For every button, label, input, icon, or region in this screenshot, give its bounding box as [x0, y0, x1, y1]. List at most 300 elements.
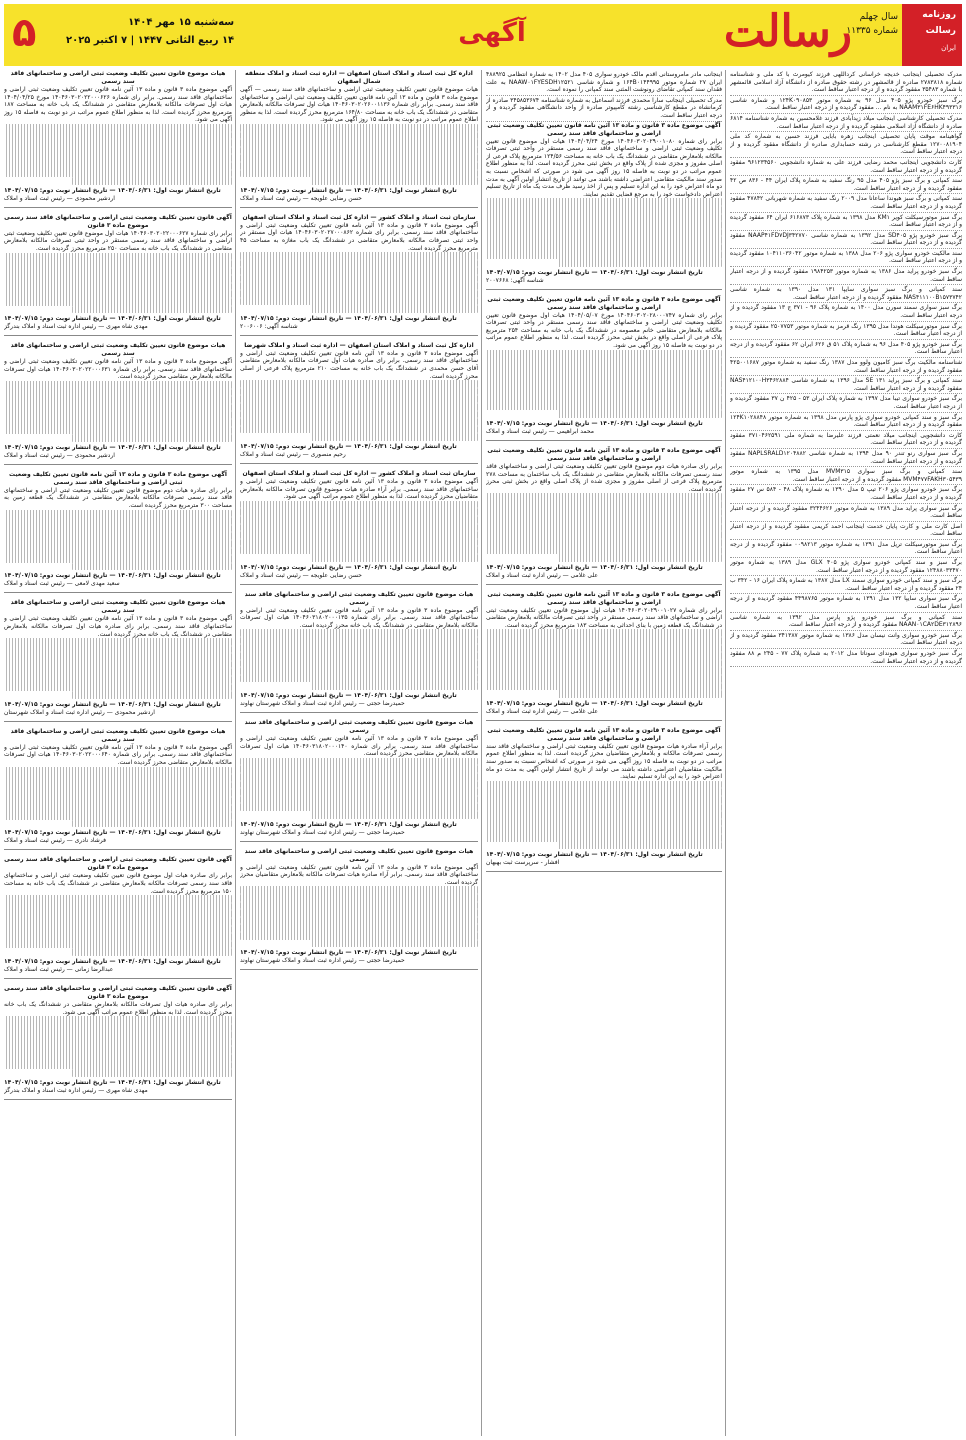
lost-notice-item: برگ سبز سواری سایپا ۱۳۲ مدل ۱۳۹۱ به شماره موتور ۴۴۹۸۷۶۵ مفقود گردیده و از درجه اعتبار ساقط است.: [730, 594, 962, 612]
lost-notice-item: مدرک تحصیلی اینجانب خدیجه خراسانی کرداللهی فرزند کیومرث با کد ملی و شناسنامه شماره ۲۷۸۳۸۱۸ صادره از قائمشهر در رشته حقوق صادره از دانشگاه آزاد اسلامی قائمشهر با شماره ۳۵۴۸۳ مفقود گردیده و از درجه اعتبار ساقط است.: [730, 70, 962, 96]
text-line-texture: [4, 895, 232, 903]
text-line-texture: [486, 229, 722, 237]
text-line-texture: [4, 1024, 232, 1032]
legal-notice: [486, 591, 722, 721]
notice-body: برابر رای شماره ۱۴۰۴۶۰۳۰۲۰۲۹۰۰۱۰۸۰ مورخ ۱۴۰۴/۰۴/۲۴ هیات اول موضوع قانون تعیین تکلیف وضعیت ثبتی اراضی و ساختمانهای فاقد سند رسمی مستقر در واحد ثبتی تصرفات مالکانه بلامعارض متقاضی در ششدانگ یک باب خانه به مساحت ۱۲۴/۵۶ مترمربع پلاک فرعی از اصلی مفروز و مجزی شده از پلاک واقع در بخش ثبتی محرز گردیده است. لذا به منظور اطلاع عموم مراتب در دو نوبت به فاصله ۱۵ روز آگهی می شود در صورتی که اشخاص نسبت به صدور سند مالکیت متقاضی اعتراضی داشته باشند می توانند از تاریخ انتشار اولین آگهی به مدت دو ماه اعتراض خود را به این اداره تسلیم و پس از اخذ رسید ظرف مدت یک ماه از تاریخ تسلیم اعتراض دادخواست خود را به مرجع قضایی تقدیم نمایند.: [486, 137, 722, 198]
notice-publication-dates: تاریخ انتشار نوبت اول: ۱۴۰۴/۰۶/۳۱ — تاریخ انتشار نوبت دوم: ۱۴۰۴/۰۷/۱۵: [486, 563, 703, 571]
text-line-texture: [4, 555, 232, 563]
notice-signature: محمد ابراهیمی — رئیس ثبت اسناد و املاک: [486, 427, 594, 435]
text-line-texture: [311, 433, 478, 441]
text-line-texture: [4, 1046, 232, 1054]
text-line-texture: [4, 427, 232, 435]
lost-notice-item: برگ سبز موتورسیکلت تریل مدل ۱۳۹۱ به شماره موتور ۰۰۹۸۲۱۳ مفقود گردیده و از درجه اعتبار ساقط است.: [730, 540, 962, 558]
notice-publication-dates: تاریخ انتشار نوبت اول: ۱۴۰۴/۰۶/۳۱ — تاریخ انتشار نوبت دوم: ۱۴۰۴/۰۷/۱۵: [4, 700, 221, 708]
text-line-texture: [486, 372, 722, 380]
notice-body: آگهی موضوع ماده ۳ قانون و ماده ۱۳ آئین نامه قانون تعیین تکلیف وضعیت ثبتی اراضی و ساختمانهای فاقد سند رسمی. برابر رای شماره ۱۴۰۴۶۰۳۰۲۰۲۷۰۰۰۸۶۲ هیات اول مستقر در واحد ثبتی تصرفات مالکانه بلامعارض متقاضی در ششدانگ یک باب مغازه به مساحت ۴۵ مترمربع محرز گردیده است.: [240, 221, 478, 252]
text-line-texture: [4, 298, 232, 306]
notice-heading: هیات موضوع قانون تعیین تکلیف وضعیت ثبتی اراضی و ساختمانهای فاقد سند رسمی: [10, 599, 226, 615]
text-line-texture: [240, 426, 478, 434]
notice-heading: هیات موضوع قانون تعیین تکلیف وضعیت ثبتی اراضی و ساختمانهای فاقد سند رسمی: [244, 847, 474, 863]
text-line-texture: [240, 902, 478, 910]
notice-signature: فرشاد نادری — رئیس ثبت اسناد و املاک: [4, 837, 106, 845]
text-line-texture: [486, 221, 722, 229]
notice-signature: علی غلامی — رئیس اداره ثبت اسناد و املاک: [486, 571, 598, 579]
notice-heading: سازمان ثبت اسناد و املاک کشور — اداره کل ثبت اسناد و املاک استان اصفهان: [242, 469, 476, 477]
text-line-texture: [240, 660, 478, 668]
text-line-texture: [240, 275, 478, 283]
text-line-texture: [72, 306, 232, 314]
text-line-texture: [4, 1062, 232, 1070]
notice-body: آگهی موضوع ماده ۳ قانون و ماده ۱۳ آئین نامه قانون تعیین تکلیف وضعیت ثبتی اراضی و ساختمانهای فاقد سند رسمی. برابر رای شماره ۱۴۰۴۶۰۳۰۲۰۲۲۰۰۰۶۲۶ مورخ ۱۴۰۴/۰۴/۲۵ هیات اول تصرفات مالکانه بلامعارض متقاضی در ششدانگ یک باب خانه به مساحت ۱۸۷ مترمربع محرز گردیده است. لذا به منظور اطلاع عموم مراتب در دو نوبت به فاصله ۱۵ روز آگهی می شود.: [4, 86, 232, 124]
text-line-texture: [557, 554, 722, 562]
notice-heading: آگهی موضوع ماده ۳ قانون و ماده ۱۳ آئین نامه قانون تعیین تکلیف وضعیت ثبتی اراضی و ساختمانهای فاقد سند رسمی: [487, 446, 721, 462]
notice-body: برابر رای صادره هیات دوم موضوع قانون تعیین تکلیف وضعیت ثبتی اراضی و ساختمانهای فاقد سند رسمی تصرفات مالکانه بلامعارض متقاضی در ششدانگ یک باب ساختمان به مساحت ۲۷۸ مترمربع پلاک فرعی از اصلی مفروز و مجزی شده از پلاک اصلی واقع در بخش ثبتی محرز گردیده است.: [486, 462, 722, 493]
text-line-texture: [240, 644, 478, 652]
text-line-texture: [4, 404, 232, 412]
text-line-texture: [486, 667, 722, 675]
text-line-texture: [486, 206, 722, 214]
text-line-texture: [240, 267, 478, 275]
notice-body: هیات موضوع قانون تعیین تکلیف وضعیت ثبتی اراضی و ساختمانهای فاقد سند رسمی — آگهی موضوع ماده ۳ قانون و ماده ۱۳ آئین نامه قانون تعیین تکلیف وضعیت ثبتی اراضی و ساختمانهای فاقد سند رسمی. برابر رای شماره ۱۴۰۴۶۰۳۰۲۰۲۶۰۰۱۱۳۶ هیات اول تصرفات مالکانه بلامعارض متقاضی در ششدانگ یک باب خانه به مساحت ۱۶۴/۸۰ مترمربع محرز گردیده است. لذا به منظور اطلاع عموم مراتب در دو نوبت به فاصله ۱۵ روز آگهی می شود.: [240, 86, 478, 124]
notice-signature: شناسه آگهی: ۲۰۰۶۰۰۶: [240, 322, 298, 330]
text-line-texture: [4, 1054, 232, 1062]
legal-notice: [240, 214, 478, 336]
notice-body: آگهی موضوع ماده ۳ قانون و ماده ۱۳ آئین نامه قانون تعیین تکلیف وضعیت ثبتی اراضی و ساختمانهای فاقد سند رسمی. برابر آراء صادره هیات موضوع قانون تصرفات مالکانه بلامعارض متقاضیان محرز گردیده است. لذا به منظور اطلاع عموم مراتب آگهی می شود.: [240, 477, 478, 501]
legal-notice: [240, 470, 478, 585]
text-line-texture: [4, 774, 232, 782]
text-line-texture: [240, 418, 478, 426]
text-line-texture: [4, 661, 232, 669]
notice-heading: هیات موضوع قانون تعیین تکلیف وضعیت ثبتی اراضی و ساختمانهای فاقد سند رسمی: [244, 719, 474, 735]
text-line-texture: [311, 940, 478, 948]
lost-notice-item: برگ سبز خودرو پژو SD۴۰۵ مدل ۱۳۹۲ به شماره شاسی NAAP۴۱FD۷DJ۳۴۲۷۷۰ مفقود گردیده و از درجه اعتبار ساقط است.: [730, 231, 962, 249]
issue-number: شماره ۱۱۳۳۵: [846, 26, 898, 36]
notice-signature: اردشیر محمودی — رئیس ثبت اسناد و املاک: [4, 194, 115, 202]
text-line-texture: [486, 531, 722, 539]
text-line-texture: [240, 894, 478, 902]
lost-notice-item: برگ سبز خودرو پراید مدل ۱۳۸۶ به شماره موتور ۱۹۸۴۲۵۳ مفقود گردیده و از درجه اعتبار ساقط است.: [730, 267, 962, 285]
text-line-texture: [486, 501, 722, 509]
text-line-texture: [4, 411, 232, 419]
notice-body: آگهی موضوع ماده ۳ قانون و ماده ۱۳ آئین نامه قانون تعیین تکلیف وضعیت ثبتی اراضی و ساختمانهای فاقد سند رسمی. برابر رای شماره ۱۴۰۴۶۰۳۰۲۰۲۲۰۰۰۶۳۱ هیات اول تصرفات مالکانه بلامعارض متقاضی محرز گردیده است.: [4, 358, 232, 381]
notice-body: برابر رای صادره هیات اول موضوع قانون تعیین تکلیف وضعیت ثبتی اراضی و ساختمانهای فاقد سند رسمی تصرفات مالکانه بلامعارض متقاضی در ششدانگ یک باب خانه به مساحت ۱۵۰ مترمربع محرز گردیده است.: [4, 872, 232, 895]
text-line-texture: [4, 540, 232, 548]
notice-heading: آگهی موضوع ماده ۳ قانون و ماده ۱۳ آئین نامه قانون تعیین تکلیف وضعیت ثبتی اراضی و ساختمانهای فاقد سند رسمی: [487, 726, 721, 742]
text-line-texture: [486, 675, 722, 683]
text-line-texture: [4, 926, 232, 934]
text-line-texture: [240, 154, 478, 162]
page-number: ۵: [12, 10, 37, 56]
text-line-texture: [72, 948, 232, 956]
notice-body: آگهی موضوع ماده ۳ قانون و ماده ۱۳ آئین نامه قانون تعیین تکلیف وضعیت ثبتی اراضی و ساختمانهای فاقد سند رسمی. برابر رای شماره ۱۴۰۴۶۰۳۱۸۰۲۰۰۰۱۳۵ هیات اول تصرفات مالکانه بلامعارض متقاضی در ششدانگ یک باب خانه محرز گردیده است.: [240, 606, 478, 629]
notice-heading: آگهی موضوع ماده ۳ قانون و ماده ۱۳ آئین نامه قانون تعیین تکلیف وضعیت ثبتی اراضی و ساختمانهای فاقد سند رسمی: [487, 295, 721, 311]
column-divider: [235, 70, 236, 1436]
text-line-texture: [486, 629, 722, 637]
text-line-texture: [486, 819, 722, 827]
text-line-texture: [4, 124, 232, 132]
notice-signature: شناسه آگهی: ۲۰۰۷۶۶۸: [486, 276, 544, 284]
text-line-texture: [486, 350, 722, 358]
text-line-texture: [4, 676, 232, 684]
legal-notice: [240, 591, 478, 714]
column-legal-notices-3: [240, 70, 478, 1436]
text-line-texture: [486, 244, 722, 252]
text-line-texture: [72, 820, 232, 828]
lost-notice-item: برگ سبز سواری رنو تندر ۹۰ مدل ۱۳۹۴ به شماره شاسی NAPLSRALD۱۲۰۴۸۸۲ مفقود گردیده و از درجه اعتبار ساقط است.: [730, 449, 962, 467]
text-line-texture: [311, 177, 478, 185]
notice-body: برابر رای شماره ۱۴۰۴۶۰۳۰۲۰۲۸۰۰۰۷۴۷ مورخ ۱۴۰۴/۰۵/۰۷ هیات اول موضوع قانون تعیین تکلیف وضعیت ثبتی اراضی و ساختمانهای فاقد سند رسمی مستقر در واحد ثبتی تصرفات مالکانه بلامعارض متقاضی خانم معصومه در ششدانگ یک باب خانه به مساحت ۲۵۴ مترمربع پلاک فرعی از اصلی واقع در بخش ثبتی محرز گردیده است. لذا به منظور اطلاع عموم مراتب در دو نوبت به فاصله ۱۵ روز آگهی می شود.: [486, 311, 722, 350]
text-line-texture: [4, 132, 232, 140]
notice-signature: عبدالرضا زمانی — رئیس ثبت اسناد و املاک: [4, 965, 114, 973]
text-line-texture: [240, 652, 478, 660]
text-line-texture: [4, 389, 232, 397]
legal-notice: [240, 719, 478, 842]
notice-publication-dates: تاریخ انتشار نوبت اول: ۱۴۰۴/۰۶/۳۱ — تاریخ انتشار نوبت دوم: ۱۴۰۴/۰۷/۱۵: [4, 572, 221, 580]
text-line-texture: [486, 357, 722, 365]
notice-body: آگهی موضوع ماده ۳ قانون و ماده ۱۳ آئین نامه قانون تعیین تکلیف وضعیت ثبتی اراضی و ساختمانهای فاقد سند رسمی. برابر رای شماره ۱۴۰۴۶۰۳۱۸۰۲۰۰۰۱۴۰ هیات اول تصرفات مالکانه بلامعارض متقاضی محرز گردیده است.: [240, 735, 478, 758]
lost-notice-item: برگ سبز خودرو پژو ۴۰۵ مدل ۹۶ به شماره پلاک ۵۱ ق ۶۲۶ ایران ۶۲ مفقود گردیده و از درجه اعتبار ساقط است.: [730, 340, 962, 358]
text-line-texture: [557, 690, 722, 698]
text-line-texture: [486, 395, 722, 403]
text-line-texture: [4, 812, 232, 820]
legal-notice: [4, 728, 232, 851]
column-legal-notices-2: [486, 70, 722, 1436]
notice-signature: اردشیر محمودی — رئیس ثبت اسناد و املاک: [4, 451, 115, 459]
legal-notice: [4, 471, 232, 594]
text-line-texture: [240, 803, 478, 811]
text-line-texture: [240, 516, 478, 524]
notice-publication-dates: تاریخ انتشار نوبت اول: ۱۴۰۴/۰۶/۳۱ — تاریخ انتشار نوبت دوم: ۱۴۰۴/۰۷/۱۵: [240, 186, 457, 194]
text-line-texture: [311, 305, 478, 313]
text-line-texture: [4, 510, 232, 518]
text-line-texture: [311, 682, 478, 690]
text-line-texture: [4, 684, 232, 692]
notice-publication-dates: تاریخ انتشار نوبت اول: ۱۴۰۴/۰۶/۳۱ — تاریخ انتشار نوبت دوم: ۱۴۰۴/۰۷/۱۵: [486, 268, 703, 276]
lost-notice-item: برگ سبز و سند کمپانی خودرو سواری پژو ۴۰۵ GLX مدل ۱۳۸۹ به شماره موتور ۱۲۴۸۸۰۳۳۴۷۰ مفقود گردیده و از درجه اعتبار ساقط است.: [730, 558, 962, 576]
text-line-texture: [4, 910, 232, 918]
notice-publication-dates: تاریخ انتشار نوبت اول: ۱۴۰۴/۰۶/۳۱ — تاریخ انتشار نوبت دوم: ۱۴۰۴/۰۷/۱۵: [240, 563, 457, 571]
logo-line-1: روزنامه: [922, 10, 956, 20]
notice-body: آگهی موضوع ماده ۳ قانون و ماده ۱۳ آئین نامه قانون تعیین تکلیف وضعیت ثبتی اراضی و ساختمانهای فاقد سند رسمی. برابر رای شماره ۱۴۰۴۶۰۳۰۲۰۲۲۰۰۰۶۴۰ هیات اول تصرفات مالکانه بلامعارض متقاضی محرز گردیده است.: [4, 743, 232, 767]
date-solar: سه‌شنبه ۱۵ مهر ۱۴۰۴: [128, 17, 235, 28]
text-line-texture: [240, 260, 478, 268]
text-line-texture: [240, 139, 478, 147]
text-line-texture: [240, 524, 478, 532]
legal-notice: [486, 296, 722, 441]
notice-publication-dates: تاریخ انتشار نوبت اول: ۱۴۰۴/۰۶/۳۱ — تاریخ انتشار نوبت دوم: ۱۴۰۴/۰۷/۱۵: [4, 829, 221, 837]
text-line-texture: [4, 646, 232, 654]
text-line-texture: [240, 124, 478, 132]
notice-publication-dates: تاریخ انتشار نوبت اول: ۱۴۰۴/۰۶/۳۱ — تاریخ انتشار نوبت دوم: ۱۴۰۴/۰۷/۱۵: [240, 949, 457, 957]
text-line-texture: [486, 652, 722, 660]
text-line-texture: [4, 941, 232, 949]
text-line-texture: [4, 548, 232, 556]
text-line-texture: [240, 539, 478, 547]
notice-body: برابر رای شماره ۱۴۰۴۶۰۳۰۲۰۲۹۰۰۱۰۲۷ هیات اول موضوع قانون تعیین تکلیف وضعیت ثبتی اراضی و ساختمانهای فاقد سند رسمی مستقر در واحد ثبتی تصرفات مالکانه بلامعارض متقاضی در ششدانگ یک قطعه زمین با بنای احداثی به مساحت ۱۸۳ مترمربع محرز گردیده است.: [486, 606, 722, 629]
notice-heading: هیات موضوع قانون تعیین تکلیف وضعیت ثبتی اراضی و ساختمانهای فاقد سند رسمی: [244, 590, 474, 606]
text-line-texture: [240, 162, 478, 170]
notice-publication-dates: تاریخ انتشار نوبت اول: ۱۴۰۴/۰۶/۳۱ — تاریخ انتشار نوبت دوم: ۱۴۰۴/۰۷/۱۵: [4, 957, 221, 965]
notice-publication-dates: تاریخ انتشار نوبت اول: ۱۴۰۴/۰۶/۳۱ — تاریخ انتشار نوبت دوم: ۱۴۰۴/۰۷/۱۵: [4, 186, 221, 194]
section-title: آگهی: [458, 18, 526, 48]
legal-notice: [4, 70, 232, 208]
lost-notice-item: سند کمپانی و برگ سبز سواری سایپا ۱۳۱ مدل ۱۳۹۰ به شماره شاسی NAS۴۱۱۱۰۰B۱۵۷۳۷۴۲ مفقود گردیده و از درجه اعتبار ساقط است.: [730, 285, 962, 303]
notice-heading: هیات موضوع قانون تعیین تکلیف وضعیت ثبتی اراضی و ساختمانهای فاقد سند رسمی: [10, 342, 226, 358]
lost-notice-item: برگ سبز خودرو سواری هیوندای سوناتا مدل ۲۰۱۲ به شماره پلاک ۷۷ - ۲۴۵ م ۸۸ مفقود گردیده و از درجه اعتبار ساقط است.: [730, 649, 962, 667]
text-line-texture: [4, 1031, 232, 1039]
lost-notice-item: اصل کارت ملی و کارت پایان خدمت اینجانب احمد کریمی مفقود گردیده و از درجه اعتبار ساقط است.: [730, 522, 962, 540]
lost-notice-item: سند کمپانی و برگ سبز پراید ۱۳۱ SE مدل ۱۳۹۶ به شماره شاسی NAS۴۱۲۱۰۰H۳۴۶۲۸۸۴ مفقود گردیده و از درجه اعتبار ساقط است.: [730, 376, 962, 394]
lost-notice-item: شناسنامه مالکیت برگ سبز کامیون ولوو مدل ۱۳۸۷ رنگ سفید به شماره موتور ۴۲۵۰۰۱۶۸۷ مفقود گردیده و از درجه اعتبار ساقط است.: [730, 358, 962, 376]
legal-notice: [4, 985, 232, 1100]
text-line-texture: [4, 290, 232, 298]
text-line-texture: [557, 259, 722, 267]
text-line-texture: [4, 1016, 232, 1024]
text-line-texture: [240, 765, 478, 773]
lost-notice-item: گواهینامه موقت پایان تحصیلی اینجانب زهره بابایی فرزند حسین به شماره کد ملی ۱۲۷۰۰۸۱۹۰۴ مقطع کارشناسی در رشته حسابداری صادره از دانشگاه مفقود گردیده و از درجه اعتبار ساقط است.: [730, 132, 962, 158]
text-line-texture: [4, 381, 232, 389]
text-line-texture: [4, 797, 232, 805]
text-line-texture: [4, 532, 232, 540]
lost-notice-item: کارت دانشجویی اینجانب میلاد نعمتی فرزند علیرضا به شماره ملی ۳۷۱۰۴۶۲۵۹۱ مفقود گردیده و از درجه اعتبار ساقط است.: [730, 431, 962, 449]
notice-publication-dates: تاریخ انتشار نوبت اول: ۱۴۰۴/۰۶/۳۱ — تاریخ انتشار نوبت دوم: ۱۴۰۴/۰۷/۱۵: [240, 820, 457, 828]
lost-notice-item: برگ سبز خودرو سواری وانت نیسان مدل ۱۳۸۶ به شماره موتور ۳۴۱۳۸۷ مفقود گردیده و از درجه اعتبار ساقط است.: [730, 631, 962, 649]
notice-body: برابر رای شماره ۱۴۰۴۶۰۳۰۲۰۲۲۰۰۰۶۲۷ هیات اول موضوع قانون تعیین تکلیف وضعیت ثبتی اراضی و ساختمانهای فاقد سند رسمی مستقر در واحد ثبتی تصرفات مالکانه بلامعارض متقاضی در ششدانگ یک باب خانه به مساحت ۲۵۰ مترمربع محرز گردیده است.: [4, 229, 232, 252]
text-line-texture: [240, 637, 478, 645]
notice-signature: رحیم منصوری — رئیس ثبت اسناد و املاک: [240, 450, 346, 458]
logo-line-2: رسالت: [925, 26, 956, 36]
lost-notice-item: مدرک تحصیلی اینجانب سارا محمدی فرزند اسماعیل به شماره شناسنامه ۳۴۵۸۵۳۶۷۴ صادره از کرمانشاه در مقطع کارشناسی رشته کامپیوتر صادره از واحد دانشگاهی مفقود گردیده و از درجه اعتبار ساقط است.: [486, 96, 722, 122]
text-line-texture: [240, 290, 478, 298]
text-line-texture: [486, 826, 722, 834]
issue-info: [846, 10, 898, 38]
lost-notice-item: برگ سبز موتورسیکلت کویر KM۱ مدل ۱۳۹۸ به شماره پلاک ۶۱۶۸۷۳ ایران ۶۴ مفقود گردیده و از درجه اعتبار ساقط است.: [730, 213, 962, 231]
text-line-texture: [486, 660, 722, 668]
lost-notice-item: برگ سبز و سند کمپانی خودرو سواری پژو پارس مدل ۱۳۹۸ به شماره موتور ۱۲۴K۱۰۲۸۸۴۸ مفقود گردیده و از درجه اعتبار ساقط است.: [730, 413, 962, 431]
masthead-logo-box: [902, 4, 962, 66]
text-line-texture: [240, 924, 478, 932]
notice-publication-dates: تاریخ انتشار نوبت اول: ۱۴۰۴/۰۶/۳۱ — تاریخ انتشار نوبت دوم: ۱۴۰۴/۰۷/۱۵: [486, 851, 703, 859]
logo-line-3: ایران: [941, 44, 956, 52]
text-line-texture: [486, 236, 722, 244]
text-line-texture: [4, 260, 232, 268]
text-line-texture: [4, 396, 232, 404]
legal-notice: [240, 848, 478, 971]
text-line-texture: [486, 796, 722, 804]
lost-notice-item: برگ سبز سواری سمند سورن مدل ۱۴۰۰ به شماره پلاک ۹۶ - ۳۷۱ ج ۱۳ مفقود گردیده و از درجه اعتبار ساقط است.: [730, 303, 962, 321]
text-line-texture: [240, 395, 478, 403]
lost-notice-item: سند کمپانی و برگ سبز سواری MVM۳۱۵ مدل ۱۳۹۵ به شماره موتور MVM۴۷۷FAKH۳۰۵۴۳۹ مفقود گردیده و از درجه اعتبار ساقط است.: [730, 467, 962, 485]
text-line-texture: [557, 842, 722, 850]
text-line-texture: [240, 886, 478, 894]
text-line-texture: [4, 668, 232, 676]
text-line-texture: [240, 781, 478, 789]
lost-notice-item: برگ سبز خودرو پژو ۴۰۵ مدل ۹۶ به شماره موتور ۱۲۴K۰۹۰۸۵۳ و شماره شاسی NAAM۳۱FE۶HK۴۹۳۳۱۶ به نام ... مفقود گردیده و از درجه اعتبار ساقط است.: [730, 96, 962, 114]
legal-notice: [4, 342, 232, 465]
lost-notice-item: سند کمپانی و برگ سبز پژو ۴۰۵ مدل ۹۵ رنگ سفید به شماره پلاک ایران ۴۴ - ۸۳۶ ص ۴۲ مفقود گردیده و از درجه اعتبار ساقط است.: [730, 176, 962, 194]
text-line-texture: [311, 554, 478, 562]
lost-notice-item: اینجانب مادر مامروستانی اقدم مالک خودرو سواری ۴۰۵ مدل ۱۴۰۲ به شماره انتظامی ۴۸۸۹۲۵ ایران ۲۷ شماره موتور ۱۶۴B۰۱۴۴۹۹۵ و شماره شاسی NAAW۰۱FYESDH۱۲۵۲۱ به علت فقدان سند کمپانی تقاضای رونوشت المثنی سند کمپانی را نموده است.: [486, 70, 722, 96]
notice-signature: مهدی شاه مهری — رئیس اداره ثبت اسناد و املاک بندرگز: [4, 1086, 148, 1094]
notice-publication-dates: تاریخ انتشار نوبت اول: ۱۴۰۴/۰۶/۳۱ — تاریخ انتشار نوبت دوم: ۱۴۰۴/۰۷/۱۵: [4, 443, 221, 451]
text-line-texture: [240, 298, 478, 306]
text-line-texture: [240, 403, 478, 411]
legal-notice: [240, 70, 478, 208]
text-line-texture: [4, 653, 232, 661]
legal-notice: [486, 122, 722, 290]
text-line-texture: [240, 932, 478, 940]
notice-heading: آگهی قانون تعیین تکلیف وضعیت ثبتی اراضی و ساختمانهای فاقد سند رسمی موضوع ماده ۳ قانون: [4, 856, 232, 872]
notice-heading: آگهی موضوع ماده ۳ قانون و ماده ۱۳ آئین نامه قانون تعیین تکلیف وضعیت ثبتی اراضی و ساختمانهای فاقد سند رسمی: [487, 121, 721, 137]
notice-publication-dates: تاریخ انتشار نوبت اول: ۱۴۰۴/۰۶/۳۱ — تاریخ انتشار نوبت دوم: ۱۴۰۴/۰۷/۱۵: [240, 692, 457, 700]
notice-heading: آگهی موضوع ماده ۳ قانون و ماده ۱۳ آئین نامه قانون تعیین تکلیف وضعیت ثبتی اراضی و ساختمانهای فاقد سند رسمی: [487, 590, 721, 606]
column-divider: [725, 70, 726, 1436]
notice-body: برابر رای صادره هیات دوم موضوع قانون تعیین تکلیف وضعیت ثبتی اراضی و ساختمانهای فاقد سند رسمی تصرفات مالکانه بلامعارض متقاضی در ششدانگ یک قطعه زمین به مساحت ۳۰۰ مترمربع محرز گردیده است.: [4, 486, 232, 509]
lost-notice-item: سند کمپانی و برگ سبز هیوندا ساعانا مدل ۲۰۰۹ رنگ سفید به شماره شهربانی ۴۷۸۴۲ مفقود گردیده و از درجه اعتبار ساقط است.: [730, 194, 962, 212]
text-line-texture: [72, 434, 232, 442]
notice-signature: حسن رضایی علویجه — رئیس ثبت اسناد و املاک: [240, 571, 362, 579]
text-line-texture: [240, 773, 478, 781]
text-line-texture: [4, 162, 232, 170]
lost-notice-item: برگ سبز سواری پراید مدل ۱۳۸۹ به شماره موتور ۳۲۴۴۶۲۶ مفقود گردیده و از درجه اعتبار ساقط است.: [730, 504, 962, 522]
lost-notice-item: برگ سبز و سند کمپانی خودرو سواری سمند LX مدل ۱۳۸۷ به شماره پلاک ایران ۱۶ - ۳۴۲ ب ۲۴ مفقود گردیده و از درجه اعتبار ساقط است.: [730, 576, 962, 594]
notice-signature: حمیدرضا حجتی — رئیس اداره ثبت اسناد و املاک شهرستان نهاوند: [240, 700, 405, 708]
text-line-texture: [240, 380, 478, 388]
text-line-texture: [4, 525, 232, 533]
text-line-texture: [72, 691, 232, 699]
legal-notice: [4, 856, 232, 979]
notice-body: آگهی موضوع ماده ۳ قانون و ماده ۱۳ آئین نامه قانون تعیین تکلیف وضعیت ثبتی اراضی و ساختمانهای فاقد سند رسمی. برابر رای صادره هیات اول تصرفات مالکانه بلامعارض متقاضی آقای حسن محمدی در ششدانگ یک باب خانه به مساحت ۲۱۰ مترمربع پلاک فرعی از اصلی محرز گردیده است.: [240, 349, 478, 380]
text-line-texture: [486, 645, 722, 653]
text-line-texture: [240, 388, 478, 396]
lost-notice-item: کارت دانشجویی اینجانب محمد رضایی فرزند علی به شماره دانشجویی ۹۶۱۲۳۴۵۶۰ مفقود گردیده و از درجه اعتبار ساقط است.: [730, 158, 962, 176]
text-line-texture: [240, 282, 478, 290]
lost-notice-item: برگ سبز خودرو سواری پژو ۲۰۶ تیپ ۵ مدل ۱۳۹۰ به شماره پلاک ۴۸ - ۵۸۴ س ۲۷ مفقود گردیده و از درجه اعتبار ساقط است.: [730, 485, 962, 503]
notice-body: آگهی موضوع ماده ۳ قانون و ماده ۱۳ آئین نامه قانون تعیین تکلیف وضعیت ثبتی اراضی و ساختمانهای فاقد سند رسمی. برابر آراء صادره هیات تصرفات مالکانه بلامعارض متقاضیان محرز گردیده است.: [240, 863, 478, 886]
legal-notice: [4, 214, 232, 337]
text-line-texture: [4, 283, 232, 291]
text-line-texture: [4, 638, 232, 646]
notice-heading: اداره کل ثبت اسناد و املاک استان اصفهان — اداره ثبت اسناد و املاک منطقه شمال اصفهان: [245, 70, 473, 85]
notice-heading: آگهی قانون تعیین تکلیف وضعیت ثبتی اراضی و ساختمانهای فاقد سند رسمی موضوع ماده ۳ قانون: [4, 984, 232, 1000]
text-line-texture: [4, 767, 232, 775]
notice-heading: هیات موضوع قانون تعیین تکلیف وضعیت ثبتی اراضی و ساختمانهای فاقد سند رسمی: [10, 727, 226, 743]
text-line-texture: [4, 154, 232, 162]
text-line-texture: [240, 629, 478, 637]
text-line-texture: [240, 788, 478, 796]
text-line-texture: [240, 758, 478, 766]
text-line-texture: [486, 198, 722, 206]
text-line-texture: [4, 782, 232, 790]
lost-notice-item: برگ سبز خودرو سواری تیبا مدل ۱۳۹۷ به شماره پلاک ایران ۵۳ - ۴۲۵ ن ۳۷ مفقود گردیده و از درجه اعتبار ساقط است.: [730, 394, 962, 412]
text-line-texture: [486, 403, 722, 411]
notice-signature: سعید مهدی لامعی — رئیس ثبت اسناد و املاک: [4, 580, 120, 588]
notice-heading: آگهی موضوع ماده ۳ قانون و ماده ۱۳ آئین نامه قانون تعیین تکلیف وضعیت ثبتی اراضی و ساختمانهای فاقد سند رسمی: [9, 470, 227, 486]
text-line-texture: [240, 508, 478, 516]
notice-signature: مهدی شاه مهری — رئیس اداره ثبت اسناد و املاک بندرگز: [4, 323, 148, 331]
text-line-texture: [72, 177, 232, 185]
text-line-texture: [4, 789, 232, 797]
text-line-texture: [240, 675, 478, 683]
text-line-texture: [4, 268, 232, 276]
notice-publication-dates: تاریخ انتشار نوبت اول: ۱۴۰۴/۰۶/۳۱ — تاریخ انتشار نوبت دوم: ۱۴۰۴/۰۷/۱۵: [4, 1078, 221, 1086]
text-line-texture: [240, 170, 478, 178]
text-line-texture: [240, 909, 478, 917]
text-line-texture: [311, 811, 478, 819]
text-line-texture: [240, 667, 478, 675]
text-line-texture: [486, 539, 722, 547]
text-line-texture: [240, 917, 478, 925]
legal-notice: [4, 599, 232, 722]
text-line-texture: [486, 811, 722, 819]
text-line-texture: [4, 170, 232, 178]
text-line-texture: [486, 388, 722, 396]
page-header: [4, 4, 962, 66]
text-line-texture: [486, 214, 722, 222]
column-divider: [481, 70, 482, 1436]
text-line-texture: [4, 903, 232, 911]
notice-heading: اداره کل ثبت اسناد و املاک استان اصفهان — اداره ثبت اسناد و املاک شهرضا: [244, 341, 474, 349]
text-line-texture: [4, 253, 232, 261]
legal-notice: [240, 342, 478, 464]
text-line-texture: [486, 683, 722, 691]
notice-heading: هیات موضوع قانون تعیین تکلیف وضعیت ثبتی اراضی و ساختمانهای فاقد سند رسمی: [10, 70, 226, 85]
date-other: ۱۴ ربیع الثانی ۱۴۴۷ | ۷ اکتبر ۲۰۲۵: [66, 35, 235, 46]
text-line-texture: [4, 147, 232, 155]
notice-signature: حسن رضایی علویجه — رئیس ثبت اسناد و املاک: [240, 194, 362, 202]
text-line-texture: [4, 517, 232, 525]
text-line-texture: [240, 501, 478, 509]
text-line-texture: [240, 132, 478, 140]
text-line-texture: [240, 546, 478, 554]
text-line-texture: [486, 547, 722, 555]
text-line-texture: [4, 1039, 232, 1047]
notice-publication-dates: تاریخ انتشار نوبت اول: ۱۴۰۴/۰۶/۳۱ — تاریخ انتشار نوبت دوم: ۱۴۰۴/۰۷/۱۵: [240, 314, 457, 322]
notice-signature: افشار - سرپرست ثبت بهبهان: [486, 859, 560, 867]
lost-notice-item: سند کمپانی و برگ سبز خودرو پژو پارس مدل ۱۳۹۲ به شماره شاسی NAAN۰۱CA۲DE۳۱۲۸۹۶ مفقود گردیده و از درجه اعتبار ساقط است.: [730, 613, 962, 631]
notice-heading: سازمان ثبت اسناد و املاک کشور — اداره کل ثبت اسناد و املاک استان اصفهان: [242, 213, 476, 221]
lost-notice-item: سند مالکیت خودرو سواری پژو ۲۰۶ مدل ۱۳۸۸ به شماره موتور ۱۰۴۱۱۰۳۶۰۴۲ مفقود گردیده و از درجه اعتبار ساقط است.: [730, 249, 962, 267]
lost-notice-item: برگ سبز موتورسیکلت هوندا مدل ۱۳۹۵ رنگ قرمز به شماره موتور ۲۵۰۷۷۵۳ مفقود گردیده و از درجه اعتبار ساقط است.: [730, 322, 962, 340]
text-line-texture: [486, 493, 722, 501]
notice-signature: حمیدرضا حجتی — رئیس اداره ثبت اسناد و املاک شهرستان نهاوند: [240, 957, 405, 965]
text-line-texture: [486, 516, 722, 524]
text-line-texture: [4, 275, 232, 283]
text-line-texture: [486, 781, 722, 789]
notice-publication-dates: تاریخ انتشار نوبت اول: ۱۴۰۴/۰۶/۳۱ — تاریخ انتشار نوبت دوم: ۱۴۰۴/۰۷/۱۵: [486, 699, 703, 707]
text-line-texture: [4, 918, 232, 926]
notice-signature: حمیدرضا حجتی — رئیس اداره ثبت اسناد و املاک شهرستان نهاوند: [240, 828, 405, 836]
notice-publication-dates: تاریخ انتشار نوبت اول: ۱۴۰۴/۰۶/۳۱ — تاریخ انتشار نوبت دوم: ۱۴۰۴/۰۷/۱۵: [4, 315, 221, 323]
date-block: [66, 14, 234, 50]
notice-publication-dates: تاریخ انتشار نوبت اول: ۱۴۰۴/۰۶/۳۱ — تاریخ انتشار نوبت دوم: ۱۴۰۴/۰۷/۱۵: [240, 442, 457, 450]
notice-signature: اردشیر محمودی — رئیس اداره ثبت اسناد و املاک شهرستان: [4, 708, 155, 716]
text-line-texture: [72, 1069, 232, 1077]
text-line-texture: [240, 531, 478, 539]
notice-body: آگهی موضوع ماده ۳ قانون و ماده ۱۳ آئین نامه قانون تعیین تکلیف وضعیت ثبتی اراضی و ساختمانهای فاقد سند رسمی. برابر رای صادره هیات اول تصرفات مالکانه بلامعارض متقاضی در ششدانگ یک باب خانه محرز گردیده است.: [4, 615, 232, 638]
notice-body: برابر آراء صادره هیات موضوع قانون تعیین تکلیف وضعیت ثبتی اراضی و ساختمانهای فاقد سند رسمی تصرفات مالکانه و بلامعارض متقاضیان محرز گردیده است. لذا به منظور اطلاع عموم مراتب در دو نوبت به فاصله ۱۵ روز آگهی می شود در صورتی که اشخاص نسبت به صدور سند مالکیت متقاضیان اعتراضی داشته باشند می توانند از تاریخ انتشار اولین آگهی به مدت دو ماه اعتراض خود را به این اداره تسلیم نمایند.: [486, 742, 722, 781]
text-line-texture: [486, 788, 722, 796]
text-line-texture: [4, 419, 232, 427]
notice-heading: آگهی قانون تعیین تکلیف وضعیت ثبتی اراضی و ساختمانهای فاقد سند رسمی موضوع ماده ۳ قانون: [4, 213, 232, 229]
text-line-texture: [240, 411, 478, 419]
notice-signature: علی غلامی — رئیس اداره ثبت اسناد و املاک: [486, 707, 598, 715]
legal-notice: [486, 447, 722, 585]
text-line-texture: [4, 139, 232, 147]
text-line-texture: [486, 637, 722, 645]
text-line-texture: [72, 563, 232, 571]
text-line-texture: [486, 524, 722, 532]
